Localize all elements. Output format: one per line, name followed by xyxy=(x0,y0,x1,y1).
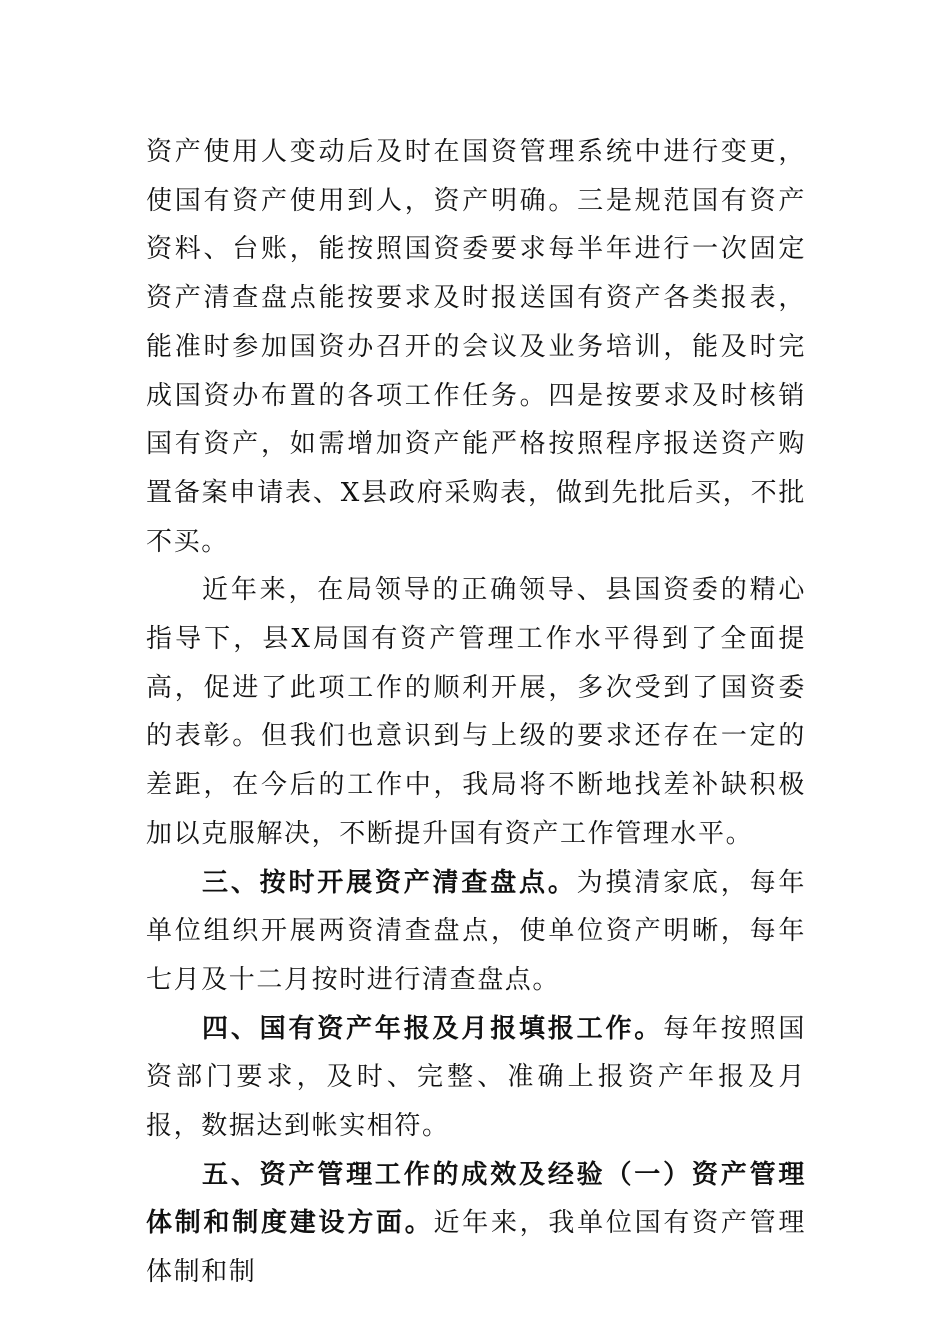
paragraph-text: 为摸清家底，每年单位组织开展两资清查盘点，使单位资产明晰，每年七月及十二月按时进行清查盘点。 xyxy=(146,867,806,995)
paragraph-asset-management-continued xyxy=(146,128,806,566)
paragraph-recent-years-summary xyxy=(146,566,806,858)
paragraph-section-four xyxy=(146,1005,806,1151)
paragraph-text: 每年按照国资部门要求，及时、完整、准确上报资产年报及月报，数据达到帐实相符。 xyxy=(146,1013,806,1142)
section-heading-five: 五、资产管理工作的成效及经验（一）资产管理体制和制度建设方面。 xyxy=(146,1159,806,1239)
paragraph-section-three xyxy=(146,859,806,1005)
paragraph-section-five xyxy=(146,1151,806,1297)
paragraph-text: 近年来，我单位国有资产管理体制和制 xyxy=(146,1208,806,1288)
section-heading-three: 三、按时开展资产清查盘点。 xyxy=(202,867,577,898)
section-heading-four: 四、国有资产年报及月报填报工作。 xyxy=(202,1013,664,1044)
paragraph-text: 资产使用人变动后及时在国资管理系统中进行变更，使国有资产使用到人，资产明确。三是规范国有资产资料、台账，能按照国资委要求每半年进行一次固定资产清查盘点能按要求及时报送国有资产各类报表，能准时参加国资办召开的会议及业务培训，能及时完成国资办布置的各项工作任务。四是按要求及时核销国有资产，如需增加资产能严格按照程序报送资产购置备案申请表、X县政府采购表，做到先批后买，不批不买。 xyxy=(146,137,806,557)
document-body xyxy=(146,128,806,1297)
paragraph-text: 近年来，在局领导的正确领导、县国资委的精心指导下，县X局国有资产管理工作水平得到了全面提高，促进了此项工作的顺利开展，多次受到了国资委的表彰。但我们也意识到与上级的要求还存在一定的差距，在今后的工作中，我局将不断地找差补缺积极加以克服解决，不断提升国有资产工作管理水平。 xyxy=(146,575,806,849)
